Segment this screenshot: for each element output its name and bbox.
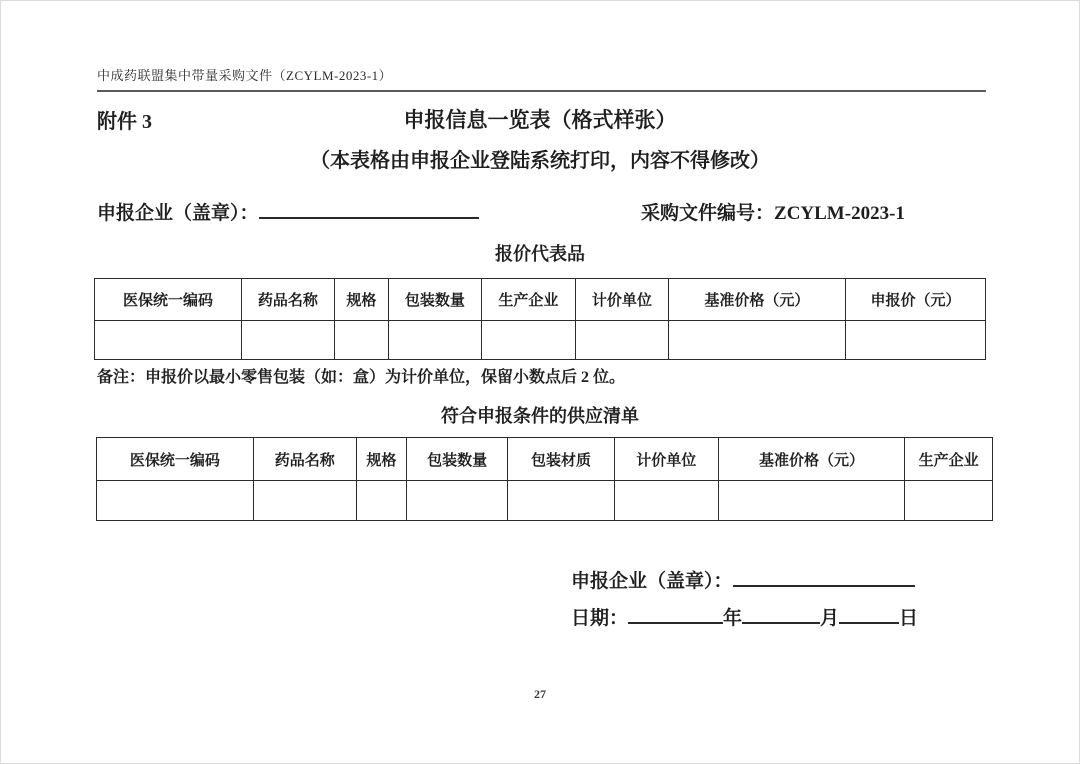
page-title: 申报信息一览表（格式样张） — [403, 108, 677, 132]
footer-date-label: 日期： — [571, 608, 629, 629]
doc-number-row — [641, 198, 905, 225]
date-month-blank-line — [742, 604, 820, 624]
table2-header-cell: 医保统一编码 — [97, 438, 254, 481]
date-day-blank-line — [839, 604, 899, 624]
table1-header-cell: 生产企业 — [481, 279, 575, 321]
month-label: 月 — [820, 608, 840, 629]
table1-header-cell: 包装数量 — [389, 279, 482, 321]
table2-header-cell: 规格 — [356, 438, 406, 481]
declare-company-blank-line — [259, 199, 479, 219]
empty-cell — [508, 481, 615, 521]
table1-header-cell: 规格 — [334, 279, 388, 321]
year-label: 年 — [723, 608, 743, 629]
table1-header-cell: 医保统一编码 — [95, 279, 242, 321]
document-header: 中成药联盟集中带量采购文件（ZCYLM-2023-1） — [97, 68, 393, 83]
table2-data-row — [97, 481, 993, 521]
empty-cell — [95, 321, 242, 360]
table2-header-cell: 生产企业 — [905, 438, 993, 481]
table1-header-cell: 申报价（元） — [846, 279, 986, 321]
footer-company-blank-line — [733, 567, 915, 587]
empty-cell — [242, 321, 335, 360]
table2-header-cell: 包装材质 — [508, 438, 615, 481]
page-number: 27 — [534, 687, 546, 701]
date-year-blank-line — [628, 604, 723, 624]
table1-header-row — [95, 279, 986, 321]
page-subtitle: （本表格由申报企业登陆系统打印，内容不得修改） — [310, 150, 770, 172]
empty-cell — [253, 481, 356, 521]
table1-data-row — [95, 321, 986, 360]
table1-note: 备注：申报价以最小零售包装（如：盒）为计价单位，保留小数点后 2 位。 — [97, 369, 626, 386]
empty-cell — [576, 321, 669, 360]
empty-cell — [481, 321, 575, 360]
table1-header-cell: 计价单位 — [576, 279, 669, 321]
declare-company-label: 申报企业（盖章）： — [97, 203, 259, 224]
empty-cell — [614, 481, 718, 521]
table2-header-cell: 基准价格（元） — [718, 438, 904, 481]
table2-header-cell: 包装数量 — [407, 438, 508, 481]
empty-cell — [356, 481, 406, 521]
day-label: 日 — [899, 608, 919, 629]
empty-cell — [97, 481, 254, 521]
table2-header-cell: 药品名称 — [253, 438, 356, 481]
quote-representative-table — [94, 278, 986, 360]
doc-number-label: 采购文件编号： — [641, 203, 775, 224]
footer-company-row — [571, 566, 915, 593]
doc-number-value: ZCYLM-2023-1 — [774, 203, 905, 224]
supply-list-table — [96, 437, 993, 521]
header-divider — [97, 90, 986, 92]
footer-date-row — [571, 603, 918, 630]
empty-cell — [407, 481, 508, 521]
attachment-label: 附件 3 — [97, 111, 152, 133]
empty-cell — [718, 481, 904, 521]
footer-company-label: 申报企业（盖章）： — [571, 571, 733, 592]
table2-header-cell: 计价单位 — [614, 438, 718, 481]
declare-company-row — [97, 198, 479, 225]
empty-cell — [668, 321, 845, 360]
table2-header-row — [97, 438, 993, 481]
empty-cell — [905, 481, 993, 521]
table2-title: 符合申报条件的供应清单 — [441, 406, 639, 426]
empty-cell — [846, 321, 986, 360]
table1-header-cell: 药品名称 — [242, 279, 335, 321]
table1-header-cell: 基准价格（元） — [668, 279, 845, 321]
table1-title: 报价代表品 — [495, 244, 585, 264]
empty-cell — [334, 321, 388, 360]
empty-cell — [389, 321, 482, 360]
